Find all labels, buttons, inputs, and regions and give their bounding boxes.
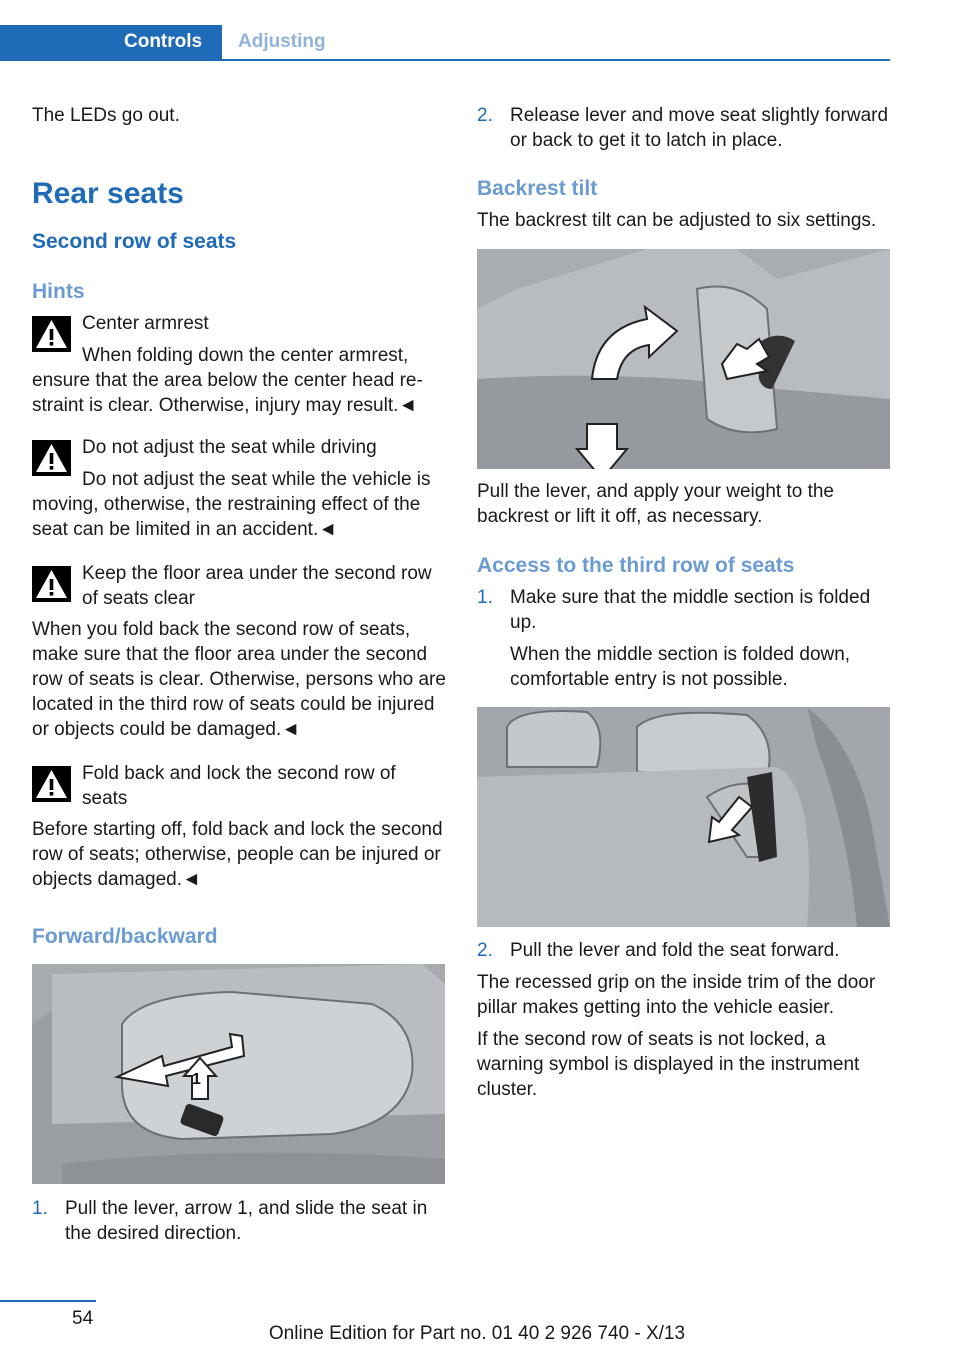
step-text: Pull the lever and fold the seat forward. — [510, 940, 840, 961]
warning-block — [32, 561, 446, 742]
step-text: Pull the lever, arrow 1, and slide the seat in the desired direction. — [65, 1198, 428, 1244]
warning-block — [32, 761, 446, 892]
warning-text: When folding down the center armrest, ensure that the area below the center head restraint is clear. Otherwise, injury may result.◄ — [32, 345, 423, 416]
warning-text: When you fold back the second row of seats, make sure that the floor area under the second row of seats is clear. Otherwise, persons who are located in the third row of seats could be injured or objects could be damaged.◄ — [32, 619, 446, 740]
backrest-caption: Pull the lever, and apply your weight to the backrest or lift it off, as necessary. — [477, 481, 835, 527]
backrest-text: The backrest tilt can be adjusted to six settings. — [477, 210, 877, 231]
access-heading: Access to the third row of seats — [477, 554, 795, 577]
page-number: 54 — [72, 1308, 94, 1329]
right-column — [477, 103, 891, 1102]
header-rule — [0, 59, 890, 61]
list-item — [477, 103, 891, 153]
warning-icon — [32, 316, 71, 352]
list-item — [477, 585, 891, 692]
list-item — [32, 1196, 446, 1246]
forward-heading: Forward/backward — [32, 925, 218, 948]
header-tab-controls[interactable]: Controls — [124, 31, 203, 52]
warning-block — [32, 311, 446, 418]
step-note: When the middle section is folded down, comfortable entry is not possible. — [510, 644, 851, 690]
warning-title: Keep the floor area under the second row of seats clear — [82, 563, 432, 609]
warning-title: Fold back and lock the second row of seats — [82, 763, 396, 809]
backrest-heading: Backrest tilt — [477, 177, 598, 200]
section-title: Second row of seats — [32, 230, 237, 253]
header-tab-adjusting[interactable]: Adjusting — [238, 31, 326, 52]
page-title: Rear seats — [32, 177, 184, 210]
lock-text: If the second row of seats is not locked, a warning symbol is displayed in the instrument cluster. — [477, 1029, 860, 1100]
step-text: Make sure that the middle section is folded up. — [510, 587, 871, 633]
list-item — [477, 938, 891, 963]
warning-icon — [32, 566, 71, 602]
warning-text: Before starting off, fold back and lock the second row of seats; otherwise, people can be injured or objects damaged.◄ — [32, 819, 443, 890]
figure-label: 1 — [192, 1071, 201, 1088]
edition-text: Online Edition for Part no. 01 40 2 926 740 - X/13 — [268, 1323, 686, 1344]
intro-text: The LEDs go out. — [32, 105, 180, 126]
warning-icon — [32, 440, 71, 476]
step-number: 1. — [32, 1198, 48, 1219]
seat-slide-illustration — [32, 964, 445, 1184]
seat-fold-illustration — [477, 707, 890, 927]
step-number: 2. — [477, 940, 493, 961]
warning-text: Do not adjust the seat while the vehicle is moving, otherwise, the restraining effect of the seat can be limited in an accident.◄ — [32, 469, 431, 540]
step-text: Release lever and move seat slightly forward or back to get it to latch in place. — [510, 105, 889, 151]
step-number: 1. — [477, 587, 493, 608]
warning-title: Center armrest — [82, 313, 209, 334]
warning-title: Do not adjust the seat while driving — [82, 437, 377, 458]
step-number: 2. — [477, 105, 493, 126]
left-column — [32, 103, 446, 1246]
warning-icon — [32, 766, 71, 802]
backrest-tilt-illustration — [477, 249, 890, 469]
grip-text: The recessed grip on the inside trim of the door pillar makes getting into the vehicle easier. — [477, 972, 876, 1018]
warning-block — [32, 435, 446, 542]
hints-heading: Hints — [32, 280, 85, 303]
footer-rule — [0, 1300, 96, 1302]
